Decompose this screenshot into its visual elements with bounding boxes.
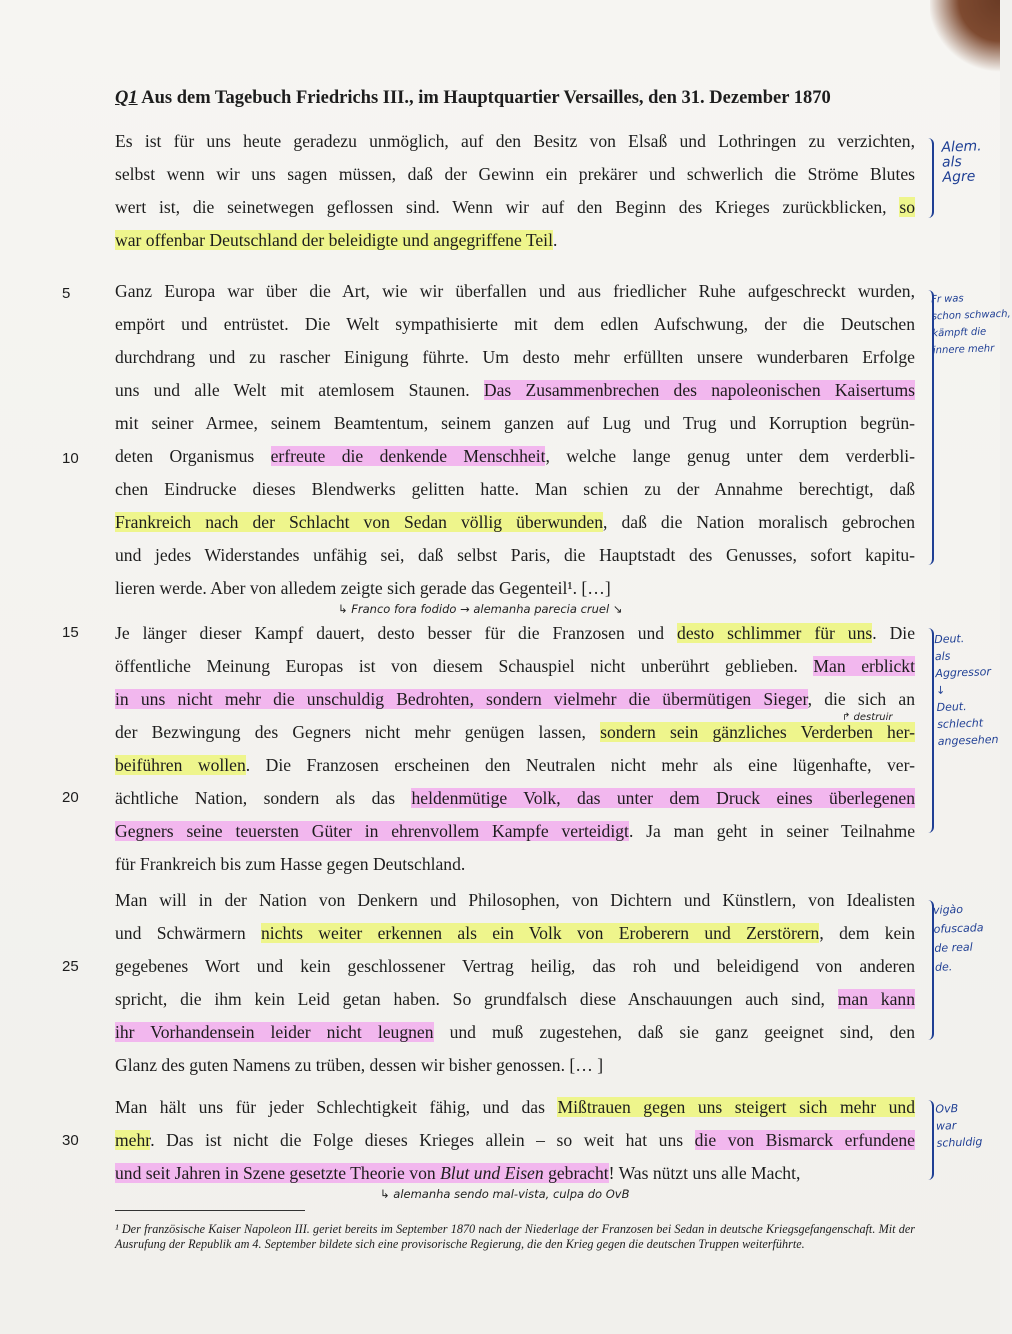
text-segment: Es ist für uns heute geradezu unmöglich, auf den Besitz von Elsaß und Lothringen zu verzichten,	[115, 131, 915, 151]
text-segment: .	[552, 230, 558, 250]
text-segment: , welche lange genug unter dem verderbli-	[545, 446, 915, 466]
text-segment: . Ja man geht in seiner Teilnahme	[628, 821, 916, 841]
text-line	[115, 473, 915, 506]
text-line	[115, 1124, 915, 1157]
text-line	[115, 683, 915, 716]
text-segment: , die sich an	[807, 689, 915, 709]
paragraph-2	[115, 275, 915, 605]
line-number: 30	[62, 1132, 79, 1149]
text-segment: , dem kein	[819, 923, 915, 943]
highlighted-text: gebracht	[543, 1163, 609, 1183]
text-segment: lieren werde. Aber von alledem zeigte sich gerade das Gegenteil¹. […]	[115, 578, 611, 598]
highlighted-text: ihr Vorhandensein leider nicht leugnen	[115, 1022, 434, 1042]
title-text: Aus dem Tagebuch Friedrichs III., im Hauptquartier Versailles, den 31. Dezember 1870	[137, 88, 831, 108]
highlighted-text: man kann	[837, 989, 915, 1009]
text-line	[115, 1091, 915, 1124]
text-segment: wert ist, die seinetwegen geflossen sind. Wenn wir auf den Beginn des Krieges zurückblicken,	[115, 197, 900, 217]
text-segment: . Das ist nicht die Folge dieses Krieges allein – so weit hat uns	[150, 1130, 695, 1150]
handwritten-note: ↱ destruir	[842, 712, 893, 723]
text-line	[115, 815, 915, 848]
text-line	[115, 572, 915, 605]
margin-annotation: Alem. als Agre	[941, 138, 982, 186]
highlighted-text: Gegners seine teuersten Güter in ehrenvollem Kampfe verteidigt	[115, 821, 629, 841]
text-segment: . Die Franzosen erscheinen den Neutralen nicht mehr als eine lügenhafte, ver-	[245, 755, 915, 775]
margin-annotation: OvB war schuldig	[935, 1102, 983, 1150]
text-segment: für Frankreich bis zum Hasse gegen Deutschland.	[115, 854, 466, 874]
line-number: 15	[62, 624, 79, 641]
text-line	[115, 983, 915, 1016]
highlighted-text: Mißtrauen gegen uns steigert sich mehr und	[557, 1097, 916, 1117]
text-segment: , daß die Nation moralisch gebrochen	[603, 512, 915, 532]
line-number: 5	[62, 285, 71, 302]
text-segment: und Schwärmern	[115, 923, 261, 943]
margin-annotation: Deut. als Aggressor ↓ Deut. schlecht angesehen	[934, 632, 999, 749]
text-line	[115, 275, 915, 308]
text-segment: . Die	[872, 623, 915, 643]
text-segment: ächtliche Nation, sondern als das	[115, 788, 412, 808]
text-segment: der Bezwingung des Gegners nicht mehr genügen lassen,	[115, 722, 601, 742]
text-segment: selbst wenn wir uns sagen müssen, daß der Gewinn ein prekärer und schwerlich die Ströme Blutes	[115, 164, 915, 184]
text-segment: Man will in der Nation von Denkern und Philosophen, von Dichtern und Künstlern, von Idealisten	[115, 890, 915, 910]
highlighted-text: die von Bismarck erfundene	[694, 1130, 915, 1150]
highlighted-text: in uns nicht mehr die unschuldig Bedrohten, sondern vielmehr die übermütigen Sieger	[115, 689, 808, 709]
text-line	[115, 650, 915, 683]
paragraph-1	[115, 125, 915, 257]
text-line	[115, 884, 915, 917]
text-segment: Je länger dieser Kampf dauert, desto besser für die Franzosen und	[115, 623, 678, 643]
text-line	[115, 749, 915, 782]
margin-brace	[924, 628, 934, 833]
text-line	[115, 374, 915, 407]
text-line	[115, 782, 915, 815]
source-number: Q1	[115, 88, 138, 108]
footnote: ¹ Der französische Kaiser Napoleon III. geriet bereits im September 1870 nach der Niederlage der Franzosen bei Sedan in deutsche Kriegsgefangenschaft. Mit der Ausrufung der Republik am 4. September bildete sich eine provisorische Regierung, die den Krieg gegen die deutschen Truppen weiterführte.	[115, 1222, 915, 1251]
highlighted-text: nichts weiter erkennen als ein Volk von Eroberern und Zerstörern	[260, 923, 820, 943]
text-segment: chen Eindrucke dieses Blendwerks gelitten hatte. Man schien zu der Annahme berechtigt, daß	[115, 479, 915, 499]
text-line	[115, 1157, 915, 1190]
text-line	[115, 617, 915, 650]
handwritten-note: ↳ alemanha sendo mal-vista, culpa do OvB	[380, 1187, 630, 1201]
margin-annotation: vigào ofuscada de real de.	[932, 902, 984, 974]
highlighted-text: war offenbar Deutschland der beleidigte und angegriffene Teil	[115, 230, 553, 250]
text-line	[115, 506, 915, 539]
highlighted-text: und seit Jahren in Szene gesetzte Theorie von	[115, 1163, 441, 1183]
highlighted-text: heldenmütige Volk, das unter dem Druck eines überlegenen	[411, 788, 915, 808]
highlighted-text: Frankreich nach der Schlacht von Sedan völlig überwunden	[115, 512, 604, 532]
margin-annotation: Fr was schon schwach, kämpft die innere mehr	[930, 293, 1011, 357]
text-line	[115, 539, 915, 572]
text-line	[115, 1049, 915, 1082]
highlighted-text: erfreute die denkende Menschheit	[270, 446, 546, 466]
text-segment: deten Organismus	[115, 446, 271, 466]
text-line	[115, 224, 915, 257]
text-line	[115, 125, 915, 158]
highlighted-text: Das Zusammenbrechen des napoleonischen Kaisertums	[483, 380, 915, 400]
text-segment: spricht, die ihm kein Leid getan haben. So grundfalsch diese Anschauungen auch sind,	[115, 989, 838, 1009]
highlighted-text: so	[899, 197, 915, 217]
highlighted-text: Blut und Eisen	[440, 1163, 544, 1183]
handwritten-note: ↳ Franco fora fodido → alemanha parecia cruel ↘	[338, 602, 623, 616]
text-line	[115, 191, 915, 224]
text-segment: gegebenes Wort und kein geschlossener Vertrag heilig, das roh und beleidigend von anderen	[115, 956, 915, 976]
highlighted-text: sondern sein gänzliches Verderben her-	[600, 722, 915, 742]
text-segment: mit seiner Armee, seinem Beamtentum, seinem ganzen auf Lug und Trug und Korruption begrün-	[115, 413, 915, 433]
text-line	[115, 440, 915, 473]
line-number: 20	[62, 789, 79, 806]
text-segment: durchdrang und zu rascher Einigung führte. Um desto mehr erfüllten unsere wunderbaren Erfolge	[115, 347, 915, 367]
text-segment: Ganz Europa war über die Art, wie wir überfallen und aus friedlicher Ruhe aufgeschreckt wurden,	[115, 281, 915, 301]
text-segment: Man hält uns für jeder Schlechtigkeit fähig, und das	[115, 1097, 558, 1117]
text-line	[115, 716, 915, 749]
highlighted-text: desto schlimmer für uns	[677, 623, 873, 643]
line-number: 25	[62, 958, 79, 975]
page-corner-shadow	[930, 0, 1000, 75]
text-segment: Glanz des guten Namens zu trüben, dessen wir bisher genossen. [… ]	[115, 1055, 604, 1075]
footnote-rule	[115, 1210, 305, 1211]
text-segment: öffentliche Meinung Europas ist von diesem Schauspiel nicht unberührt geblieben.	[115, 656, 814, 676]
document-title	[115, 88, 945, 109]
highlighted-text: mehr	[115, 1130, 151, 1150]
highlighted-text: beiführen wollen	[115, 755, 246, 775]
text-line	[115, 917, 915, 950]
text-line	[115, 407, 915, 440]
text-segment: empört und entrüstet. Die Welt sympathisierte mit dem edlen Aufschwung, der die Deutschen	[115, 314, 915, 334]
margin-brace	[924, 138, 934, 218]
paragraph-3	[115, 617, 915, 881]
text-segment: und muß zugestehen, daß sie ganz geeignet sind, den	[433, 1022, 915, 1042]
text-segment: uns und alle Welt mit atemlosem Staunen.	[115, 380, 484, 400]
text-line	[115, 308, 915, 341]
text-line	[115, 341, 915, 374]
text-line	[115, 1016, 915, 1049]
text-line	[115, 848, 915, 881]
line-number: 10	[62, 450, 79, 467]
text-line	[115, 950, 915, 983]
margin-brace	[924, 1100, 934, 1180]
text-segment: und jedes Widerstandes unfähig sei, daß selbst Paris, die Hauptstadt des Genusses, sofort kapitu-	[115, 545, 915, 565]
paragraph-5	[115, 1091, 915, 1190]
highlighted-text: Man erblickt	[813, 656, 915, 676]
paragraph-4	[115, 884, 915, 1082]
text-segment: ! Was nützt uns alle Macht,	[608, 1163, 801, 1183]
text-line	[115, 158, 915, 191]
